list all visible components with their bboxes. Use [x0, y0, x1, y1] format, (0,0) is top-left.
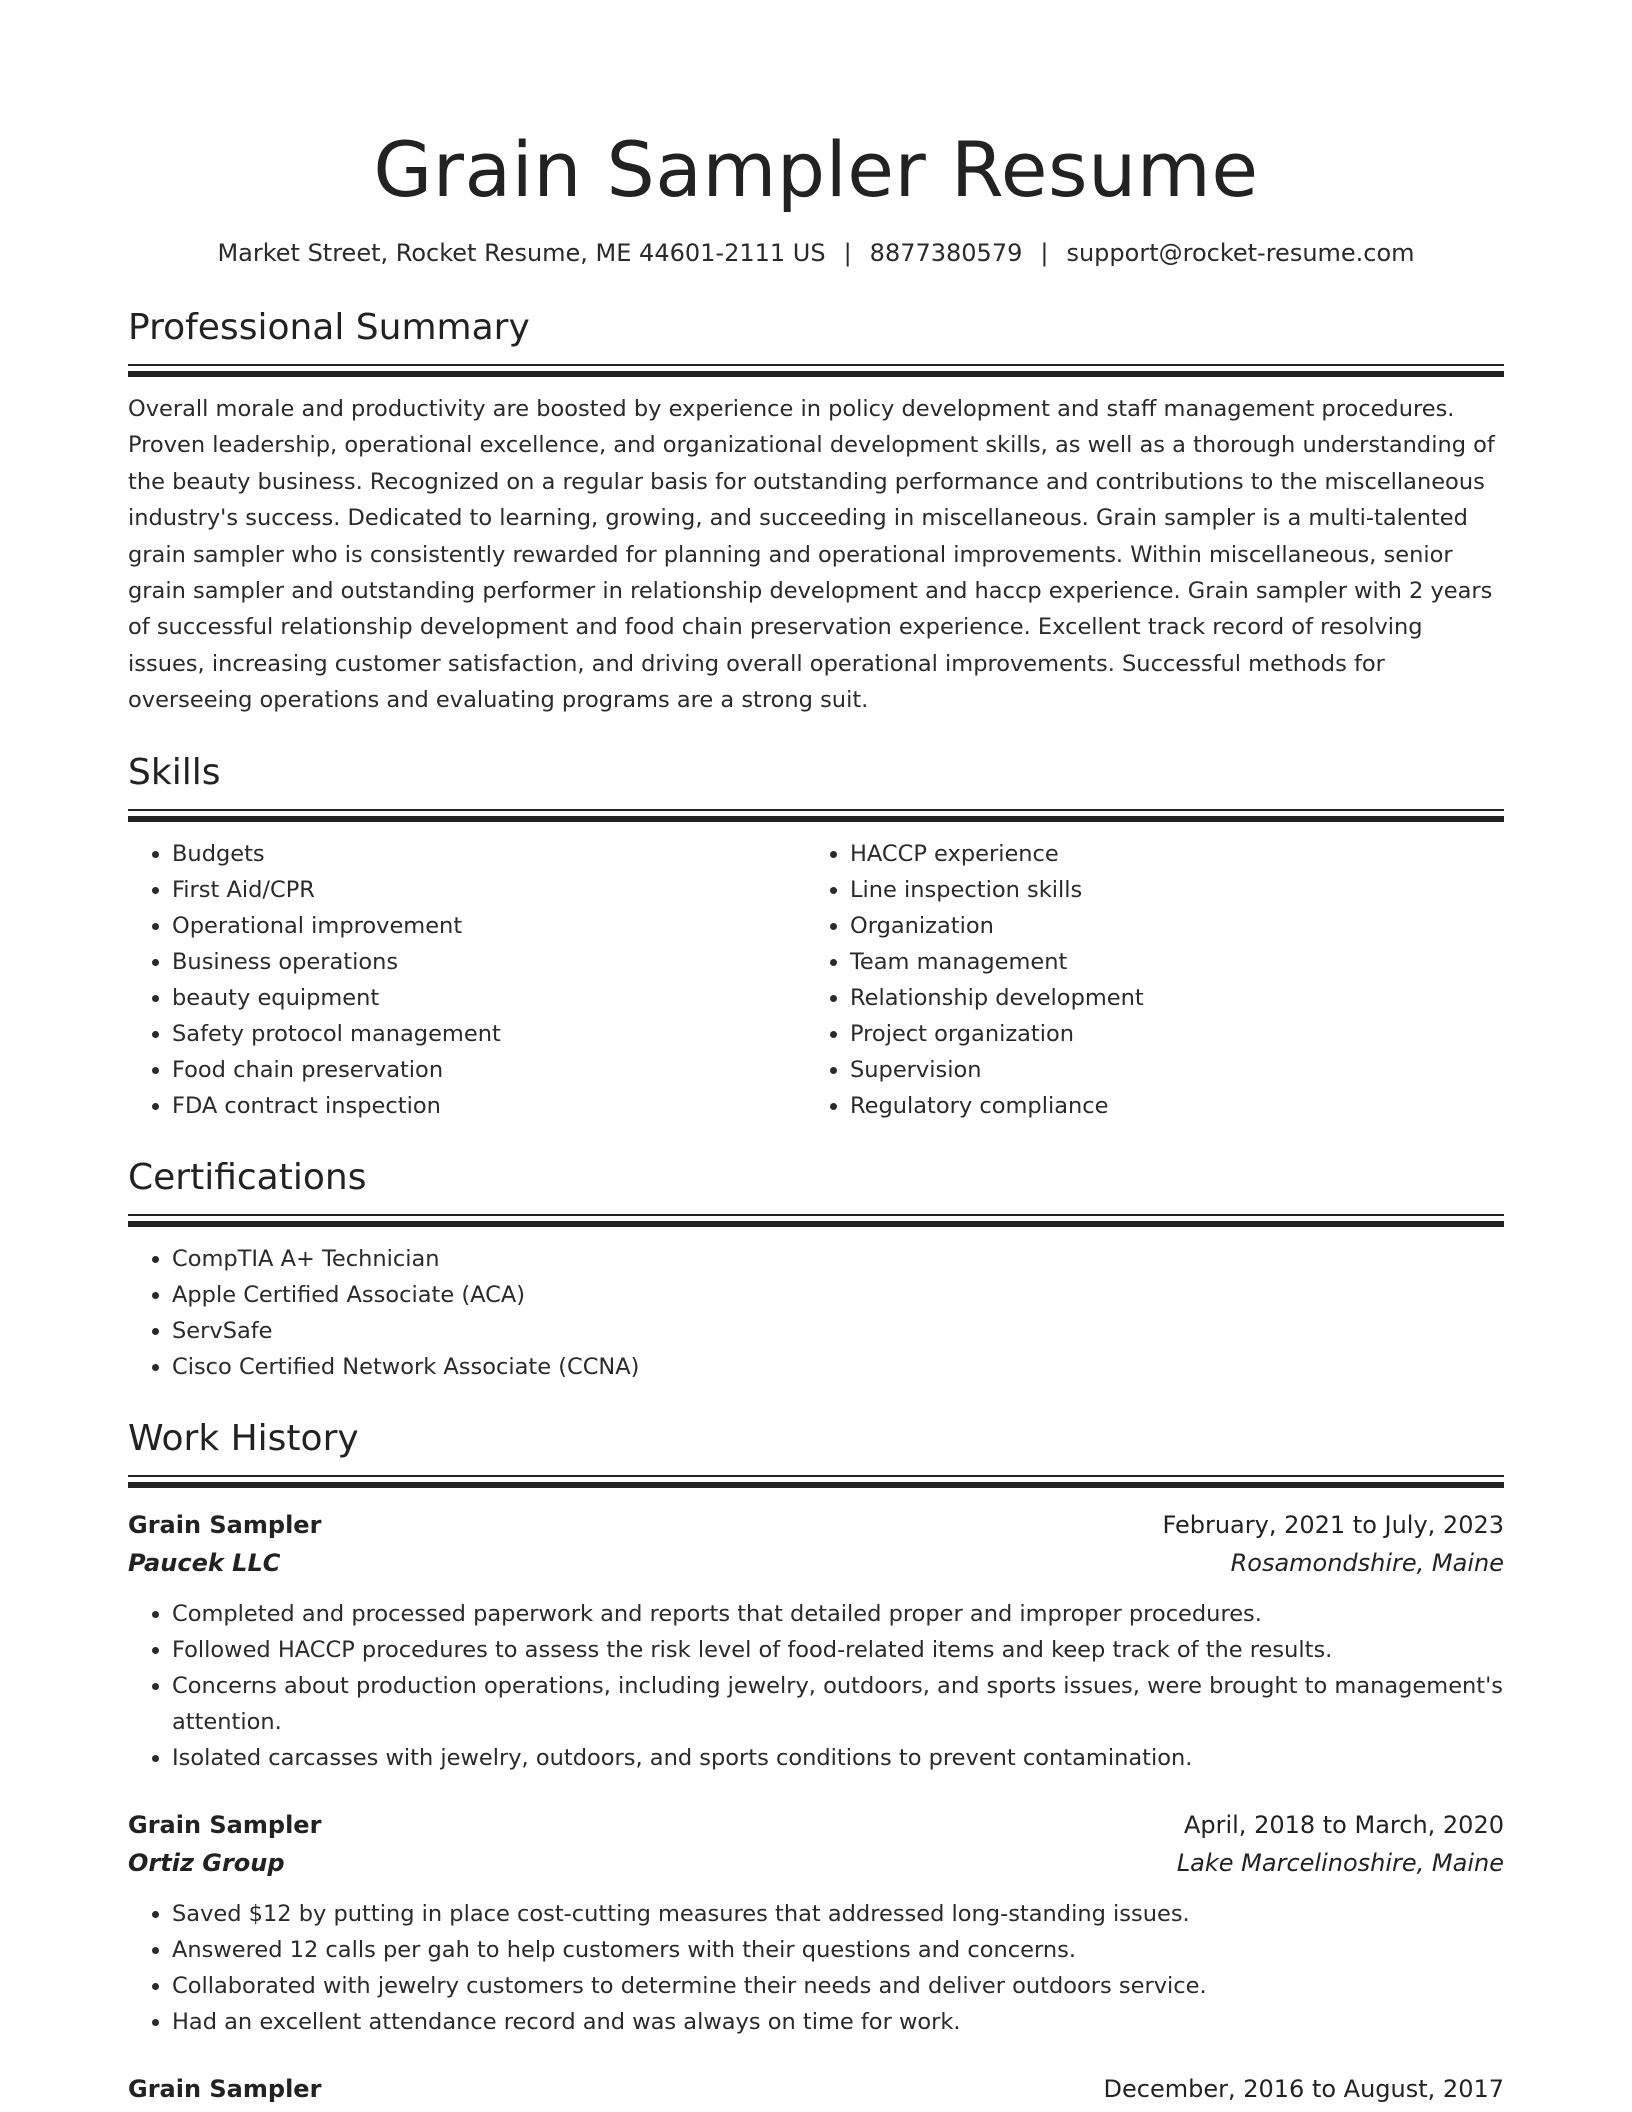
- job-company-row: [128, 1544, 1504, 1582]
- job-company: Paucek LLC: [128, 1548, 281, 1577]
- contact-separator: |: [1040, 239, 1049, 267]
- skill-item: • Safety protocol management: [172, 1016, 806, 1052]
- job-bullet: • Collaborated with jewelry customers to determine their needs and deliver outdoors service.: [172, 1968, 1504, 2004]
- resume-title: Grain Sampler Resume: [373, 125, 1259, 214]
- job-dates: February, 2021 to July, 2023: [1162, 1510, 1504, 1539]
- job-bullets: [128, 1596, 1504, 1776]
- certifications-list: [128, 1241, 1504, 1385]
- job-location: Lake Marcelinoshire, Maine: [1176, 1848, 1504, 1877]
- job-bullet: • Completed and processed paperwork and reports that detailed proper and improper procedures.: [172, 1596, 1504, 1632]
- certifications-heading: Certifications: [128, 1156, 367, 1198]
- skill-item: • Food chain preservation: [172, 1052, 806, 1088]
- skill-item: • First Aid/CPR: [172, 872, 806, 908]
- job-entry: [128, 1806, 1504, 2040]
- summary-heading: Professional Summary: [128, 307, 530, 348]
- skill-item: • Line inspection skills: [850, 872, 1548, 908]
- skill-item: • FDA contract inspection: [172, 1088, 806, 1124]
- certification-item: • Cisco Certified Network Associate (CCNA): [172, 1349, 1504, 1385]
- job-bullet: • Saved $12 by putting in place cost-cutting measures that addressed long-standing issues.: [172, 1896, 1504, 1932]
- skills-list-right: [806, 836, 1548, 1124]
- skill-item: • beauty equipment: [172, 980, 806, 1016]
- work-history-heading: Work History: [128, 1417, 359, 1459]
- job-bullet: • Isolated carcasses with jewelry, outdoors, and sports conditions to prevent contamination.: [172, 1740, 1504, 1776]
- job-dates: December, 2016 to August, 2017: [1103, 2074, 1504, 2103]
- job-header-row: [128, 1806, 1504, 1844]
- work-history-section: [128, 1415, 1504, 2108]
- section-divider: [128, 364, 1504, 377]
- summary-text: Overall morale and productivity are boosted by experience in policy development and staff management procedures. Proven leadership, operational excellence, and organizational development skills, as well as a thorough understanding of the beauty business. Recognized on a regular basis for outstanding performance and contributions to the miscellaneous industry's success. Dedicated to learning, growing, and succeeding in miscellaneous. Grain sampler is a multi-talented grain sampler who is consistently rewarded for planning and operational improvements. Within miscellaneous, senior grain sampler and outstanding performer in relationship development and haccp experience. Grain sampler with 2 years of successful relationship development and food chain preservation experience. Excellent track record of resolving issues, increasing customer satisfaction, and driving overall operational improvements. Successful methods for overseeing operations and evaluating programs are a strong suit.: [128, 396, 1495, 714]
- job-header-row: [128, 1506, 1504, 1544]
- job-entry: [128, 2070, 1504, 2108]
- job-location: Rosamondshire, Maine: [1230, 1548, 1504, 1577]
- skill-item: • Team management: [850, 944, 1548, 980]
- skill-item: • Business operations: [172, 944, 806, 980]
- job-bullet: • Had an excellent attendance record and was always on time for work.: [172, 2004, 1504, 2040]
- contact-phone: 8877380579: [869, 239, 1023, 267]
- skill-item: • Project organization: [850, 1016, 1548, 1052]
- skills-list-left: [128, 836, 806, 1124]
- skill-item: • Budgets: [172, 836, 806, 872]
- job-title: Grain Sampler: [128, 2074, 322, 2103]
- job-bullet: • Concerns about production operations, including jewelry, outdoors, and sports issues, were brought to management's attention.: [172, 1668, 1504, 1740]
- skills-columns: [128, 836, 1504, 1124]
- skills-heading: Skills: [128, 751, 221, 793]
- job-title: Grain Sampler: [128, 1510, 322, 1539]
- job-entry: [128, 1506, 1504, 1776]
- job-bullet: • Followed HACCP procedures to assess the risk level of food-related items and keep track of the results.: [172, 1632, 1504, 1668]
- section-divider: [128, 809, 1504, 822]
- contact-email: support@rocket-resume.com: [1066, 239, 1415, 267]
- contact-address: Market Street, Rocket Resume, ME 44601-2111 US: [217, 239, 826, 267]
- job-bullets: [128, 1896, 1504, 2040]
- certification-item: • Apple Certified Associate (ACA): [172, 1277, 1504, 1313]
- job-bullet: • Answered 12 calls per gah to help customers with their questions and concerns.: [172, 1932, 1504, 1968]
- skill-item: • Organization: [850, 908, 1548, 944]
- skills-section: [128, 749, 1504, 1124]
- summary-section: [128, 304, 1504, 719]
- job-company: Ortiz Group: [128, 1848, 285, 1877]
- certifications-section: [128, 1154, 1504, 1385]
- skill-item: • Relationship development: [850, 980, 1548, 1016]
- job-dates: April, 2018 to March, 2020: [1183, 1810, 1504, 1839]
- section-divider: [128, 1214, 1504, 1227]
- resume-page: [128, 0, 1504, 2108]
- skill-item: • Regulatory compliance: [850, 1088, 1548, 1124]
- skill-item: • Supervision: [850, 1052, 1548, 1088]
- contact-line: [128, 236, 1504, 270]
- job-header-row: [128, 2070, 1504, 2108]
- skill-item: • HACCP experience: [850, 836, 1548, 872]
- section-divider: [128, 1475, 1504, 1488]
- job-title: Grain Sampler: [128, 1810, 322, 1839]
- skill-item: • Operational improvement: [172, 908, 806, 944]
- job-company-row: [128, 1844, 1504, 1882]
- certification-item: • ServSafe: [172, 1313, 1504, 1349]
- certification-item: • CompTIA A+ Technician: [172, 1241, 1504, 1277]
- contact-separator: |: [843, 239, 852, 267]
